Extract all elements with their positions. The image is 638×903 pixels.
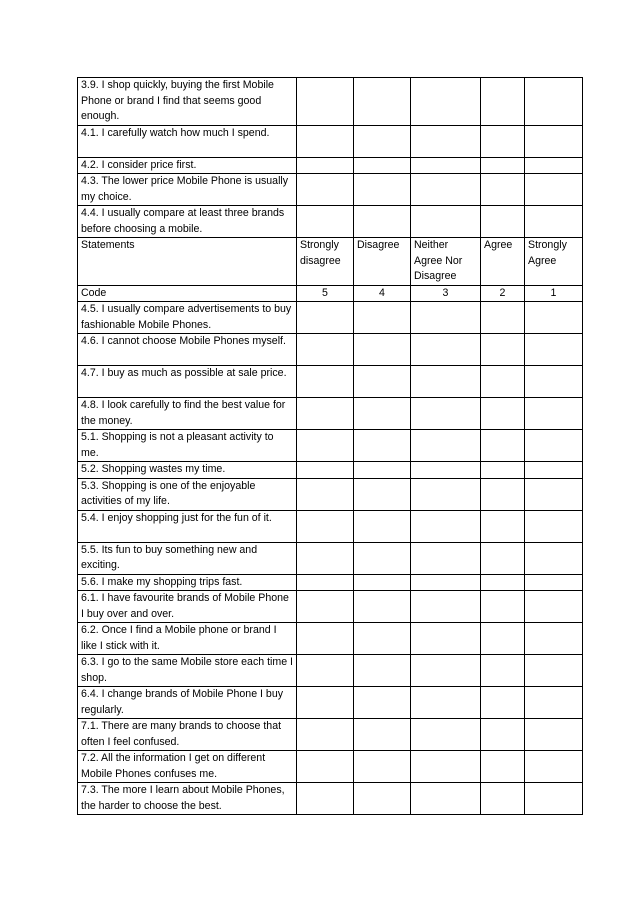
- response-cell[interactable]: [481, 462, 525, 479]
- response-cell[interactable]: [525, 334, 583, 366]
- response-cell[interactable]: [297, 157, 354, 174]
- statement-text: 3.9. I shop quickly, buying the first Mobile Phone or brand I find that seems good enough.: [78, 78, 297, 126]
- response-cell[interactable]: [525, 174, 583, 206]
- response-cell[interactable]: [297, 719, 354, 751]
- statement-text: 4.2. I consider price first.: [78, 157, 297, 174]
- response-cell[interactable]: [481, 542, 525, 574]
- response-cell[interactable]: [481, 157, 525, 174]
- response-cell[interactable]: [411, 78, 481, 126]
- response-cell[interactable]: [525, 302, 583, 334]
- strongly-agree-header: Strongly Agree: [525, 238, 583, 286]
- statement-text: 4.1. I carefully watch how much I spend.: [78, 125, 297, 157]
- response-cell[interactable]: [525, 623, 583, 655]
- statement-text: 6.2. Once I find a Mobile phone or brand I like I stick with it.: [78, 623, 297, 655]
- table-row: [78, 398, 583, 430]
- response-cell[interactable]: [411, 687, 481, 719]
- response-cell[interactable]: [354, 174, 411, 206]
- response-cell[interactable]: [354, 542, 411, 574]
- table-row: [78, 510, 583, 542]
- response-cell[interactable]: [525, 510, 583, 542]
- response-cell[interactable]: [481, 334, 525, 366]
- response-cell[interactable]: [525, 430, 583, 462]
- response-cell[interactable]: [411, 574, 481, 591]
- response-cell[interactable]: [354, 334, 411, 366]
- table-row: [78, 78, 583, 126]
- statement-text: 5.2. Shopping wastes my time.: [78, 462, 297, 479]
- response-cell[interactable]: [481, 478, 525, 510]
- table-row: [78, 125, 583, 157]
- response-cell[interactable]: [354, 574, 411, 591]
- response-cell[interactable]: [297, 462, 354, 479]
- statement-rows-after-header: [78, 302, 583, 815]
- statement-text: 4.3. The lower price Mobile Phone is usually my choice.: [78, 174, 297, 206]
- response-cell[interactable]: [297, 510, 354, 542]
- response-cell[interactable]: [481, 206, 525, 238]
- response-cell[interactable]: [481, 574, 525, 591]
- response-cell[interactable]: [297, 478, 354, 510]
- code-row: [78, 285, 583, 302]
- statement-text: 4.7. I buy as much as possible at sale price.: [78, 366, 297, 398]
- response-cell[interactable]: [525, 574, 583, 591]
- table-row: [78, 302, 583, 334]
- response-cell[interactable]: [297, 623, 354, 655]
- response-cell[interactable]: [525, 398, 583, 430]
- response-cell[interactable]: [354, 655, 411, 687]
- response-cell[interactable]: [297, 430, 354, 462]
- response-cell[interactable]: [354, 719, 411, 751]
- table-row: [78, 157, 583, 174]
- response-cell[interactable]: [481, 591, 525, 623]
- response-cell[interactable]: [481, 302, 525, 334]
- response-cell[interactable]: [297, 206, 354, 238]
- code-value-agree: 2: [481, 285, 525, 302]
- response-cell[interactable]: [354, 591, 411, 623]
- response-cell[interactable]: [481, 125, 525, 157]
- response-cell[interactable]: [297, 334, 354, 366]
- response-cell[interactable]: [481, 719, 525, 751]
- response-cell[interactable]: [481, 174, 525, 206]
- response-cell[interactable]: [411, 398, 481, 430]
- response-cell[interactable]: [411, 430, 481, 462]
- response-cell[interactable]: [525, 125, 583, 157]
- response-cell[interactable]: [297, 174, 354, 206]
- response-cell[interactable]: [481, 366, 525, 398]
- statement-text: 7.2. All the information I get on different Mobile Phones confuses me.: [78, 751, 297, 783]
- statement-text: 5.4. I enjoy shopping just for the fun of it.: [78, 510, 297, 542]
- response-cell[interactable]: [525, 687, 583, 719]
- response-cell[interactable]: [525, 462, 583, 479]
- response-cell[interactable]: [481, 687, 525, 719]
- response-cell[interactable]: [297, 783, 354, 815]
- response-cell[interactable]: [354, 430, 411, 462]
- response-cell[interactable]: [481, 655, 525, 687]
- response-cell[interactable]: [525, 478, 583, 510]
- response-cell[interactable]: [297, 398, 354, 430]
- response-cell[interactable]: [297, 591, 354, 623]
- disagree-header: Disagree: [354, 238, 411, 286]
- response-cell[interactable]: [354, 206, 411, 238]
- response-cell[interactable]: [411, 542, 481, 574]
- response-cell[interactable]: [411, 623, 481, 655]
- response-cell[interactable]: [354, 623, 411, 655]
- response-cell[interactable]: [411, 206, 481, 238]
- response-cell[interactable]: [411, 783, 481, 815]
- response-cell[interactable]: [297, 687, 354, 719]
- response-cell[interactable]: [525, 783, 583, 815]
- statement-text: 4.5. I usually compare advertisements to buy fashionable Mobile Phones.: [78, 302, 297, 334]
- statement-rows-before-header: [78, 78, 583, 238]
- response-cell[interactable]: [354, 157, 411, 174]
- response-cell[interactable]: [525, 655, 583, 687]
- response-cell[interactable]: [297, 366, 354, 398]
- table-row: [78, 206, 583, 238]
- statement-text: 4.6. I cannot choose Mobile Phones myself.: [78, 334, 297, 366]
- strongly-disagree-header: Strongly disagree: [297, 238, 354, 286]
- response-cell[interactable]: [525, 751, 583, 783]
- agree-header: Agree: [481, 238, 525, 286]
- statement-text: 7.1. There are many brands to choose that often I feel confused.: [78, 719, 297, 751]
- response-cell[interactable]: [297, 542, 354, 574]
- response-cell[interactable]: [481, 623, 525, 655]
- statement-text: 6.3. I go to the same Mobile store each time I shop.: [78, 655, 297, 687]
- response-cell[interactable]: [481, 510, 525, 542]
- statement-text: 5.3. Shopping is one of the enjoyable activities of my life.: [78, 478, 297, 510]
- response-cell[interactable]: [481, 430, 525, 462]
- table-row: [78, 623, 583, 655]
- code-value-strongly-disagree: 5: [297, 285, 354, 302]
- response-cell[interactable]: [297, 574, 354, 591]
- response-cell[interactable]: [354, 78, 411, 126]
- response-cell[interactable]: [525, 591, 583, 623]
- response-cell[interactable]: [354, 462, 411, 479]
- response-cell[interactable]: [525, 719, 583, 751]
- table-row: [78, 462, 583, 479]
- response-cell[interactable]: [297, 751, 354, 783]
- table-row: [78, 430, 583, 462]
- response-cell[interactable]: [411, 157, 481, 174]
- response-cell[interactable]: [297, 125, 354, 157]
- header-block: [78, 238, 583, 302]
- response-cell[interactable]: [525, 157, 583, 174]
- statement-text: 4.4. I usually compare at least three brands before choosing a mobile.: [78, 206, 297, 238]
- response-cell[interactable]: [411, 591, 481, 623]
- response-cell[interactable]: [411, 719, 481, 751]
- table-row: [78, 334, 583, 366]
- response-cell[interactable]: [411, 510, 481, 542]
- code-value-neither: 3: [411, 285, 481, 302]
- code-label: Code: [78, 285, 297, 302]
- response-cell[interactable]: [354, 751, 411, 783]
- statement-text: 5.5. Its fun to buy something new and exciting.: [78, 542, 297, 574]
- response-cell[interactable]: [354, 366, 411, 398]
- response-cell[interactable]: [354, 398, 411, 430]
- response-cell[interactable]: [481, 398, 525, 430]
- statements-header: Statements: [78, 238, 297, 286]
- response-cell[interactable]: [525, 78, 583, 126]
- response-cell[interactable]: [411, 174, 481, 206]
- statement-text: 4.8. I look carefully to find the best value for the money.: [78, 398, 297, 430]
- response-cell[interactable]: [411, 334, 481, 366]
- response-cell[interactable]: [354, 478, 411, 510]
- table-row: [78, 655, 583, 687]
- table-row: [78, 751, 583, 783]
- table-row: [78, 542, 583, 574]
- response-cell[interactable]: [297, 302, 354, 334]
- response-cell[interactable]: [525, 206, 583, 238]
- response-cell[interactable]: [411, 655, 481, 687]
- response-cell[interactable]: [411, 302, 481, 334]
- response-cell[interactable]: [411, 125, 481, 157]
- table-row: [78, 591, 583, 623]
- response-cell[interactable]: [481, 78, 525, 126]
- response-cell[interactable]: [354, 783, 411, 815]
- response-cell[interactable]: [525, 366, 583, 398]
- response-cell[interactable]: [354, 125, 411, 157]
- code-value-disagree: 4: [354, 285, 411, 302]
- table-row: [78, 687, 583, 719]
- table-row: [78, 783, 583, 815]
- neither-agree-nor-disagree-header: Neither Agree Nor Disagree: [411, 238, 481, 286]
- response-cell[interactable]: [525, 542, 583, 574]
- response-cell[interactable]: [354, 510, 411, 542]
- header-row: [78, 238, 583, 286]
- response-cell[interactable]: [481, 751, 525, 783]
- response-cell[interactable]: [297, 655, 354, 687]
- response-cell[interactable]: [354, 302, 411, 334]
- statement-text: 7.3. The more I learn about Mobile Phones, the harder to choose the best.: [78, 783, 297, 815]
- table-row: [78, 574, 583, 591]
- table-row: [78, 174, 583, 206]
- response-cell[interactable]: [411, 751, 481, 783]
- statement-text: 5.6. I make my shopping trips fast.: [78, 574, 297, 591]
- questionnaire-table: [77, 77, 583, 815]
- table-row: [78, 719, 583, 751]
- statement-text: 6.1. I have favourite brands of Mobile Phone I buy over and over.: [78, 591, 297, 623]
- response-cell[interactable]: [411, 478, 481, 510]
- response-cell[interactable]: [297, 78, 354, 126]
- response-cell[interactable]: [354, 687, 411, 719]
- response-cell[interactable]: [411, 366, 481, 398]
- statement-text: 6.4. I change brands of Mobile Phone I buy regularly.: [78, 687, 297, 719]
- code-value-strongly-agree: 1: [525, 285, 583, 302]
- response-cell[interactable]: [411, 462, 481, 479]
- table-row: [78, 366, 583, 398]
- table-row: [78, 478, 583, 510]
- statement-text: 5.1. Shopping is not a pleasant activity to me.: [78, 430, 297, 462]
- response-cell[interactable]: [481, 783, 525, 815]
